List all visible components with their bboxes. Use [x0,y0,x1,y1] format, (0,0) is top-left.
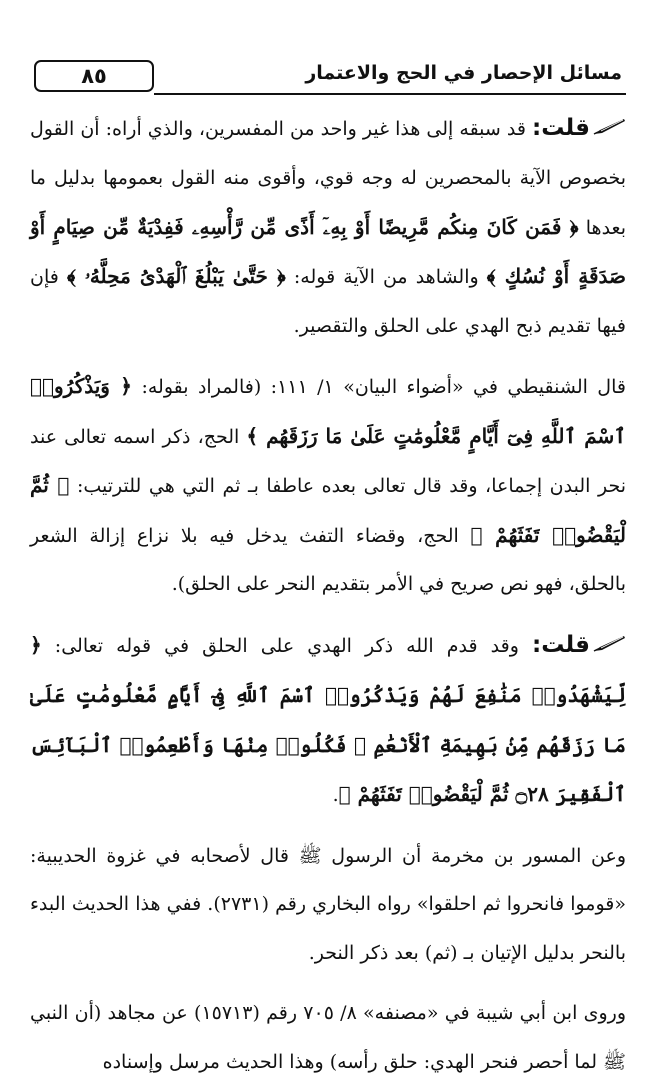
quran-verse: ﴿ وَيَذْكُرُوا۟ ٱسْمَ ٱللَّهِ فِىٓ أَيَّامٍ مَّعْلُومَٰتٍ عَلَىٰ مَا رَزَقَهُم ﴾ [30,374,626,448]
text-span: وقد قدم الله ذكر الهدي على الحلق في قوله تعالى: [41,634,532,657]
quran-verse: ﴿ حَتَّىٰ يَبْلُغَ ٱلْهَدْىُ مَحِلَّهُۥ ﴾ [66,264,286,289]
page-header [30,58,626,98]
paragraph-1 [30,104,626,350]
text-span: والشاهد من الآية قوله: [285,266,487,289]
paragraph-3 [30,621,626,820]
note-label: قلت: [532,115,590,141]
header-divider [154,93,626,95]
page-number-text: ٨٥ [81,64,107,88]
page-body [30,104,626,1086]
text-span: الحج، ذكر اسمه تعالى عند نحر البدن إجماعا، وقد قال تعالى بعده عاطفا بـ ثم التي هي للترتيب: [30,425,627,498]
text-span: الحج، وقضاء التفث يدخل فيه بلا نزاع إزالة الشعر بالحلق، فهو نص صريح في الأمر بتقديم النحر على الحلق). [30,524,626,596]
quran-verse: ﴿ ثُمَّ لْيَقْضُوا۟ تَفَثَهُمْ ﴾ [30,473,626,547]
text-span: . [332,784,339,806]
paragraph-4: وعن المسور بن مخرمة أن الرسول ﷺ قال لأصحابه في غزوة الحديبية: «قوموا فانحروا ثم احلقوا» رواه البخاري رقم (٢٧٣١). ففي هذا الحديث البدء بالنحر بدليل الإتيان بـ (ثم) بعد ذكر النحر. [30,844,626,964]
paragraph-5: وروى ابن أبي شيبة في «مصنفه» ٨/ ٧٠٥ رقم (١٥٧١٣) عن مجاهد (أن النبي ﷺ لما أحصر فنحر الهدي: حلق رأسه) وهذا الحديث مرسل وإسناده [30,1002,626,1073]
text-span: قد سبقه إلى هذا غير واحد من المفسرين، والذي أراه: أن القول بخصوص الآية بالمحصرين له وجه قوي، وأقوى منه القول بعمومها بدليل ما بعدها [30,118,626,239]
page-number [34,60,154,92]
paragraph-2 [30,362,626,609]
quran-verse: ﴿ فَمَن كَانَ مِنكُم مَّرِيضًا أَوْ بِهِۦٓ أَذًى مِّن رَّأْسِهِۦ فَفِدْيَةٌ مِّن صِيَامٍ أَوْ صَدَقَةٍ أَوْ نُسُكٍ ﴾ [30,214,626,289]
running-title: مسائل الإحصار في الحج والاعتمار [305,62,622,84]
pen-icon [592,106,626,155]
text-span: قال الشنقيطي في «أضواء البيان» ١/ ١١١: (فالمراد بقوله: [132,376,626,399]
text-span: فإن فيها تقديم ذبح الهدي على الحلق والتقصير. [30,266,626,337]
note-label: قلت: [532,631,590,658]
pen-icon [592,623,626,672]
quran-verse: ﴿ لِّيَشْهَدُوا۟ مَنَٰفِعَ لَهُمْ وَيَذْكُرُوا۟ ٱسْمَ ٱللَّهِ فِىٓ أَيَّامٍ مَّعْلُومَٰتٍ عَلَىٰ مَا رَزَقَهُم مِّنۢ بَهِيمَةِ ٱلْأَنْعَٰمِ ۖ فَكُلُوا۟ مِنْهَا وَأَطْعِمُوا۟ ٱلْبَآئِسَ ٱلْفَقِيرَ ۝٢٨ ثُمَّ لْيَقْضُوا۟ تَفَثَهُمْ ﴾ [30,632,626,806]
